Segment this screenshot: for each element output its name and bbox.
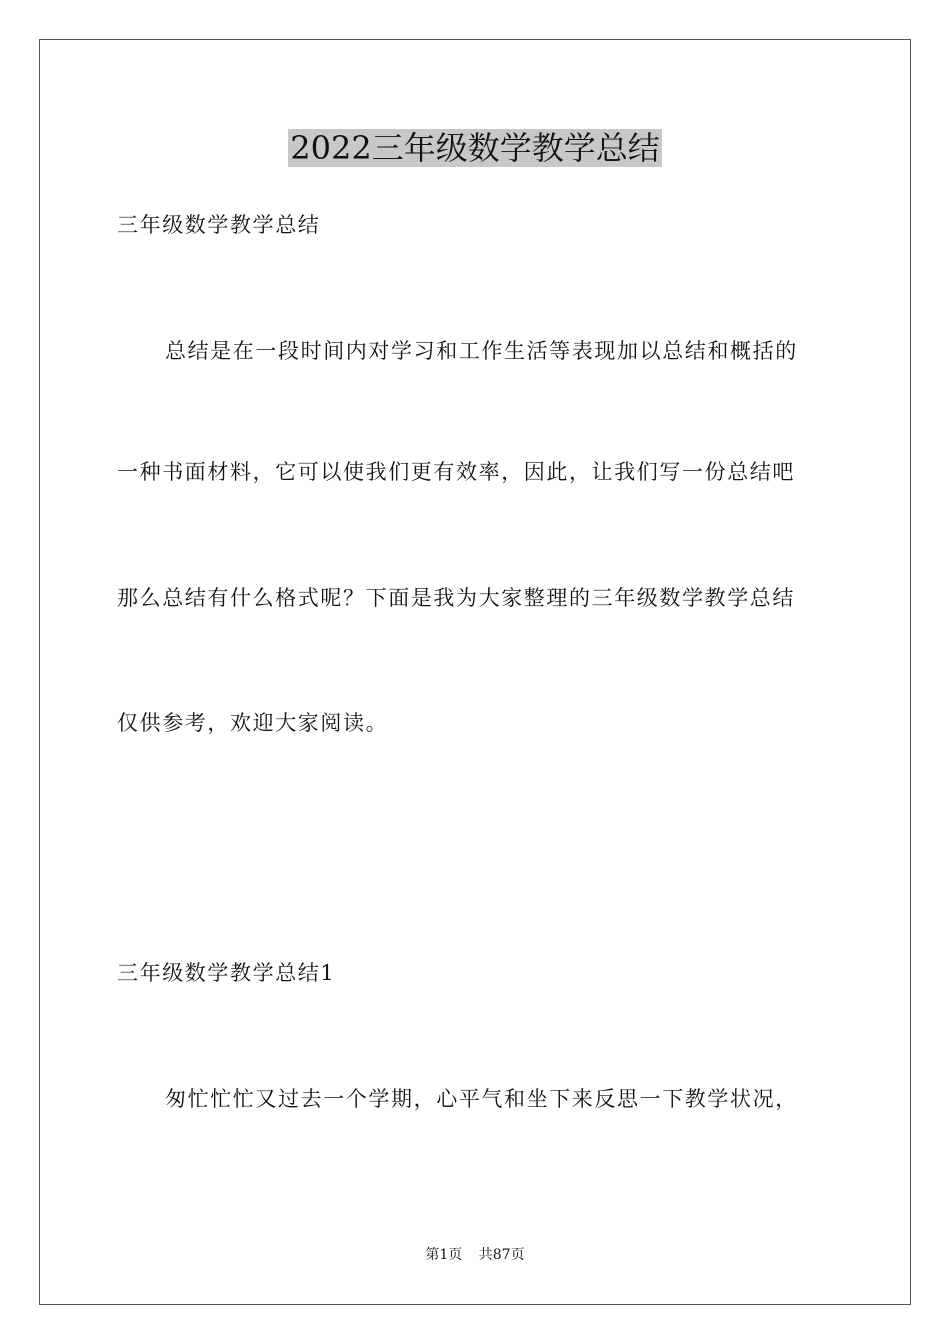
paragraph-line: 总结是在一段时间内对学习和工作生活等表现加以总结和概括的 — [165, 339, 798, 363]
paragraph-line: 一种书面材料，它可以使我们更有效率，因此，让我们写一份总结吧 — [117, 460, 795, 484]
page-total: 共87页 — [478, 1247, 525, 1263]
paragraph-line: 仅供参考，欢迎大家阅读。 — [117, 711, 389, 735]
paragraph-line: 那么总结有什么格式呢？下面是我为大家整理的三年级数学教学总结 — [117, 586, 795, 610]
page-number: 第1页 — [425, 1247, 463, 1263]
document-title — [0, 128, 950, 168]
section-heading: 三年级数学教学总结 — [117, 213, 321, 237]
paragraph-line: 匆忙忙忙又过去一个学期，心平气和坐下来反思一下教学状况， — [165, 1087, 798, 1111]
document-title-text: 2022三年级数学教学总结 — [290, 129, 660, 167]
page-footer — [0, 1246, 950, 1264]
section-heading: 三年级数学教学总结1 — [117, 961, 336, 985]
